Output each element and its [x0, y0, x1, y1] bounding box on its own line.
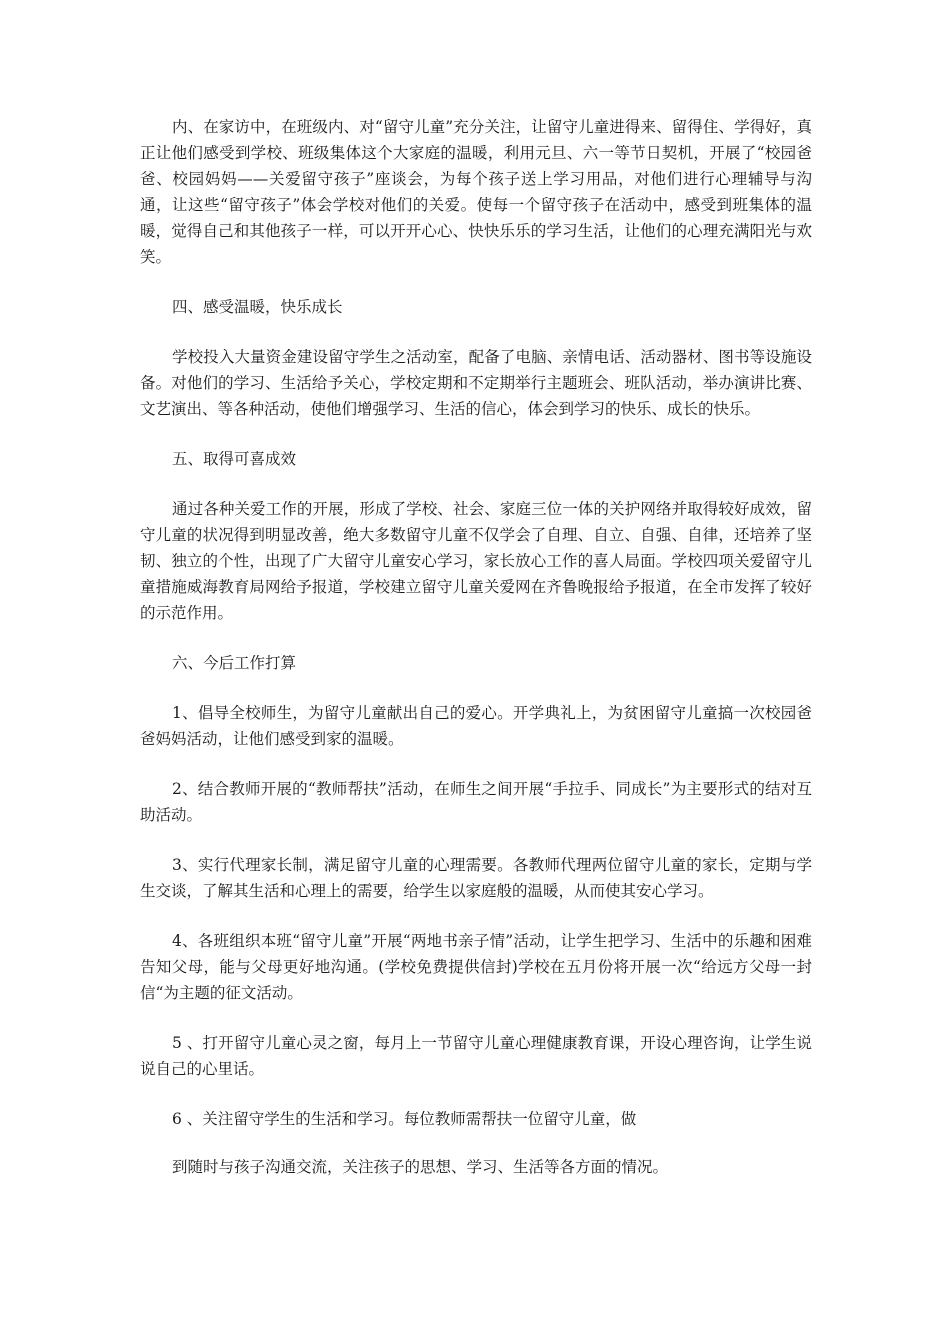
plan-item-2: 2、结合教师开展的“教师帮扶”活动，在师生之间开展“手拉手、同成长”为主要形式的结对互助活动。: [140, 780, 812, 824]
section-heading-five: 五、取得可喜成效: [172, 450, 297, 468]
paragraph-home-visit: 内、在家访中，在班级内、对“留守儿童”充分关注，让留守儿童进得来、留得住、学得好，真正让他们感受到学校、班级集体这个大家庭的温暖，利用元旦、六一等节日契机，开展了“校园爸爸、校园妈妈——关爱留守孩子”座谈会，为每个孩子送上学习用品，对他们进行心理辅导与沟通，让这些“留守孩子”体会学校对他们的关爱。使每一个留守孩子在活动中，感受到班集体的温暖，觉得自己和其他孩子一样，可以开开心心、快快乐乐的学习生活，让他们的心理充满阳光与欢笑。: [140, 118, 812, 266]
document-body: [140, 114, 812, 1204]
plan-item-3: 3、实行代理家长制，满足留守儿童的心理需要。各教师代理两位留守儿童的家长，定期与学生交谈，了解其生活和心理上的需要，给学生以家庭般的温暖，从而使其安心学习。: [140, 856, 812, 900]
paragraph-activity-room: 学校投入大量资金建设留守学生之活动室，配备了电脑、亲情电话、活动器材、图书等设施设备。对他们的学习、生活给予关心，学校定期和不定期举行主题班会、班队活动，举办演讲比赛、文艺演出、等各种活动，使他们增强学习、生活的信心，体会到学习的快乐、成长的快乐。: [140, 348, 812, 418]
plan-item-6-continued: 到随时与孩子沟通交流，关注孩子的思想、学习、生活等各方面的情况。: [172, 1158, 669, 1176]
paragraph-results: 通过各种关爱工作的开展，形成了学校、社会、家庭三位一体的关护网络并取得较好成效，留守儿童的状况得到明显改善，绝大多数留守儿童不仅学会了自理、自立、自强、自律，还培养了坚韧、独立的个性，出现了广大留守儿童安心学习，家长放心工作的喜人局面。学校四项关爱留守儿童措施威海教育局网给予报道，学校建立留守儿童关爱网在齐鲁晚报给予报道，在全市发挥了较好的示范作用。: [140, 500, 812, 622]
plan-item-6: 6 、关注留守学生的生活和学习。每位教师需帮扶一位留守儿童，做: [172, 1110, 637, 1128]
plan-item-4: 4、各班组织本班“留守儿童”开展“两地书亲子情”活动，让学生把学习、生活中的乐趣和困难告知父母，能与父母更好地沟通。(学校免费提供信封)学校在五月份将开展一次“给远方父母一封信“为主题的征文活动。: [140, 932, 812, 1002]
plan-item-5: 5 、打开留守儿童心灵之窗，每月上一节留守儿童心理健康教育课，开设心理咨询，让学生说说自己的心里话。: [140, 1034, 812, 1078]
plan-item-1: 1、倡导全校师生，为留守儿童献出自己的爱心。开学典礼上，为贫困留守儿童搞一次校园爸爸妈妈活动，让他们感受到家的温暖。: [140, 704, 812, 748]
section-heading-four: 四、感受温暖，快乐成长: [172, 298, 343, 316]
section-heading-six: 六、今后工作打算: [172, 654, 297, 672]
